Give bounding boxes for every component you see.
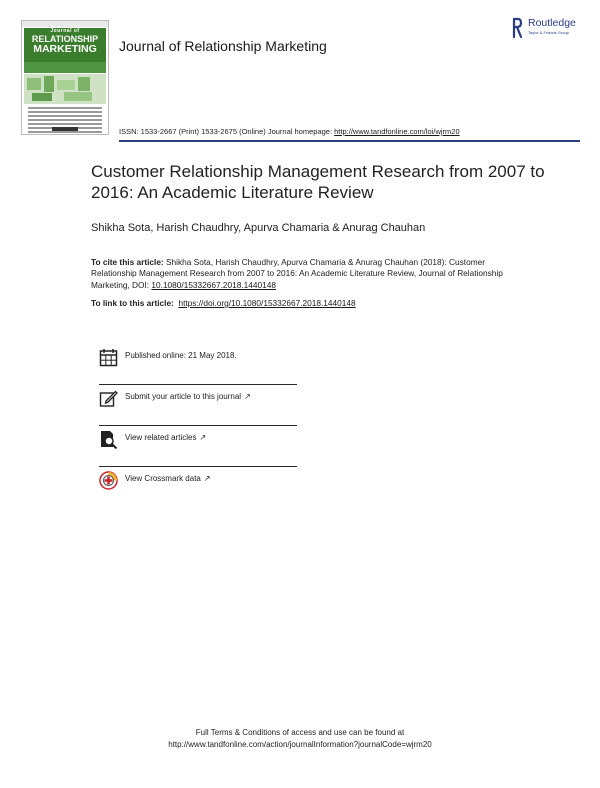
submit-article-label: Submit your article to this journal [125,392,242,401]
issn-line [119,127,460,136]
external-link-icon: ↗ [199,433,207,442]
related-articles-link[interactable] [125,433,206,442]
publisher-logo [512,17,592,39]
header-divider [119,140,580,142]
issn-text: ISSN: 1533-2667 (Print) 1533-2675 (Online) Journal homepage: [119,127,335,136]
citation-block [91,257,521,291]
article-doi-link[interactable]: https://doi.org/10.1080/15332667.2018.1440148 [178,298,356,308]
crossmark-label: View Crossmark data [125,474,201,483]
cover-top-strip [22,21,108,27]
article-link-label: To link to this article: [91,298,174,308]
published-online-label: Published online: 21 May 2018. [125,351,237,360]
crossmark-icon [99,471,118,490]
related-articles-label: View related articles [125,433,197,442]
cover-publisher-mark [52,127,78,131]
publisher-tagline: Taylor & Francis Group [528,30,569,35]
routledge-logo-icon [512,17,523,39]
article-title: Customer Relationship Management Research from 2007 to 2016: An Academic Literature Review [91,162,545,202]
published-online-row [99,344,297,385]
footer-terms [0,727,600,751]
journal-cover-image [21,20,109,135]
cover-title-line1: RELATIONSHIP [31,34,99,44]
crossmark-link[interactable] [125,474,211,483]
document-search-icon [99,430,118,449]
article-actions-list [99,344,297,507]
cover-title-block [24,28,106,62]
journal-title: Journal of Relationship Marketing [119,38,327,54]
calendar-icon [99,348,118,367]
cover-title-header: Journal of [50,28,80,34]
submit-article-link[interactable] [125,392,251,401]
pencil-icon [99,389,118,408]
citation-text: Shikha Sota, Harish Chaudhry, Apurva Chamaria & Anurag Chauhan (2018): Customer Relationship Management Research from 2007 to 2016: An Academic Literature Review, Journal of Relationship Marketing, DOI: [91,257,503,290]
article-authors: Shikha Sota, Harish Chaudhry, Apurva Chamaria & Anurag Chauhan [91,222,426,234]
external-link-icon: ↗ [203,474,211,483]
submit-article-row[interactable] [99,385,297,426]
citation-label: To cite this article: [91,257,164,267]
cover-title-line2: MARKETING [33,43,97,55]
journal-homepage-link[interactable]: http://www.tandfonline.com/loi/wjrm20 [334,127,460,136]
citation-doi-link[interactable]: 10.1080/15332667.2018.1440148 [151,279,276,290]
article-link-block [91,298,356,308]
footer-terms-text: Full Terms & Conditions of access and use can be found at [195,728,405,737]
external-link-icon: ↗ [244,392,251,401]
cover-artwork [24,74,106,104]
related-articles-row[interactable] [99,426,297,467]
footer-terms-link[interactable]: http://www.tandfonline.com/action/journalInformation?journalCode=wjrm20 [168,740,432,749]
crossmark-row[interactable] [99,467,297,507]
cover-subtitle-band [24,62,106,73]
publisher-name: Routledge [528,17,576,29]
